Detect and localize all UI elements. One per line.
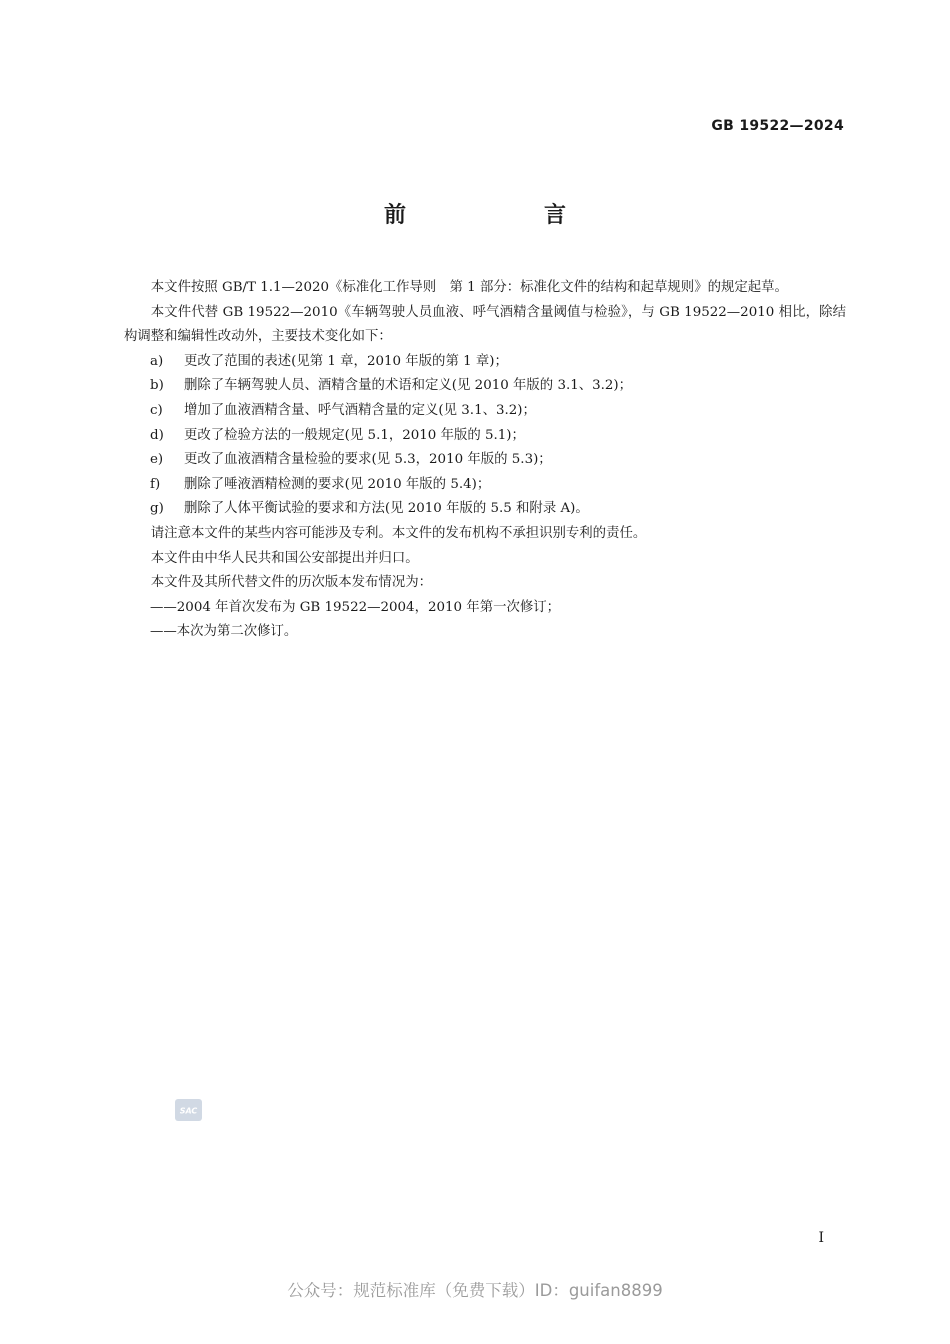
sac-logo-graphic bbox=[175, 1099, 202, 1121]
sac-logo-text: SAC bbox=[179, 1106, 198, 1116]
list-marker: d) bbox=[150, 427, 164, 443]
list-item-text: 删除了车辆驾驶人员、酒精含量的术语和定义(见 2010 年版的 3.1、3.2)； bbox=[184, 378, 633, 394]
page-number: I bbox=[818, 1230, 824, 1246]
list-item-text: 更改了检验方法的一般规定(见 5.1，2010 年版的 5.1)； bbox=[184, 427, 525, 443]
list-item-text: 删除了唾液酒精检测的要求(见 2010 年版的 5.4)； bbox=[184, 476, 491, 492]
list-item-text: 更改了血液酒精含量检验的要求(见 5.3，2010 年版的 5.3)； bbox=[184, 452, 552, 468]
change-item-a bbox=[124, 350, 846, 375]
list-item-text: 更改了范围的表述(见第 1 章，2010 年版的第 1 章)； bbox=[184, 353, 508, 369]
list-item-text: 删除了人体平衡试验的要求和方法(见 2010 年版的 5.5 和附录 A)。 bbox=[184, 501, 589, 517]
change-item-g bbox=[124, 497, 846, 522]
history-item-current: ——本次为第二次修订。 bbox=[150, 624, 298, 640]
list-marker: g) bbox=[150, 501, 164, 517]
change-item-c bbox=[124, 399, 846, 424]
change-item-e bbox=[124, 448, 846, 473]
list-marker: c) bbox=[150, 402, 163, 418]
watermark-text: 公众号：规范标准库（免费下载）ID：guifan8899 bbox=[287, 1281, 663, 1300]
paragraph-replacement: 本文件代替 GB 19522—2010《车辆驾驶人员血液、呼气酒精含量阈值与检验》，与 GB 19522—2010 相比，除结构调整和编辑性改动外，主要技术变化如下： bbox=[124, 304, 846, 345]
history-item-first: ——2004 年首次发布为 GB 19522—2004，2010 年第一次修订； bbox=[150, 599, 561, 615]
list-marker: b) bbox=[150, 378, 164, 394]
change-item-d bbox=[124, 424, 846, 449]
paragraph-drafting-rule: 本文件按照 GB/T 1.1—2020《标准化工作导则 第 1 部分：标准化文件的结构和起草规则》的规定起草。 bbox=[150, 280, 788, 295]
list-item-text: 增加了血液酒精含量、呼气酒精含量的定义(见 3.1、3.2)； bbox=[184, 402, 536, 418]
paragraph-proposer: 本文件由中华人民共和国公安部提出并归口。 bbox=[150, 550, 419, 566]
list-marker: f) bbox=[150, 476, 161, 492]
list-marker: a) bbox=[150, 353, 164, 369]
document-body bbox=[124, 276, 846, 645]
sac-logo-icon bbox=[175, 1099, 202, 1121]
standard-code: GB 19522—2024 bbox=[711, 118, 844, 134]
list-marker: e) bbox=[150, 452, 164, 468]
paragraph-history-intro: 本文件及其所代替文件的历次版本发布情况为： bbox=[150, 575, 432, 591]
page-title: 前 言 bbox=[383, 203, 624, 228]
paragraph-patent-notice: 请注意本文件的某些内容可能涉及专利。本文件的发布机构不承担识别专利的责任。 bbox=[150, 525, 647, 541]
change-item-f bbox=[124, 473, 846, 498]
change-item-b bbox=[124, 374, 846, 399]
